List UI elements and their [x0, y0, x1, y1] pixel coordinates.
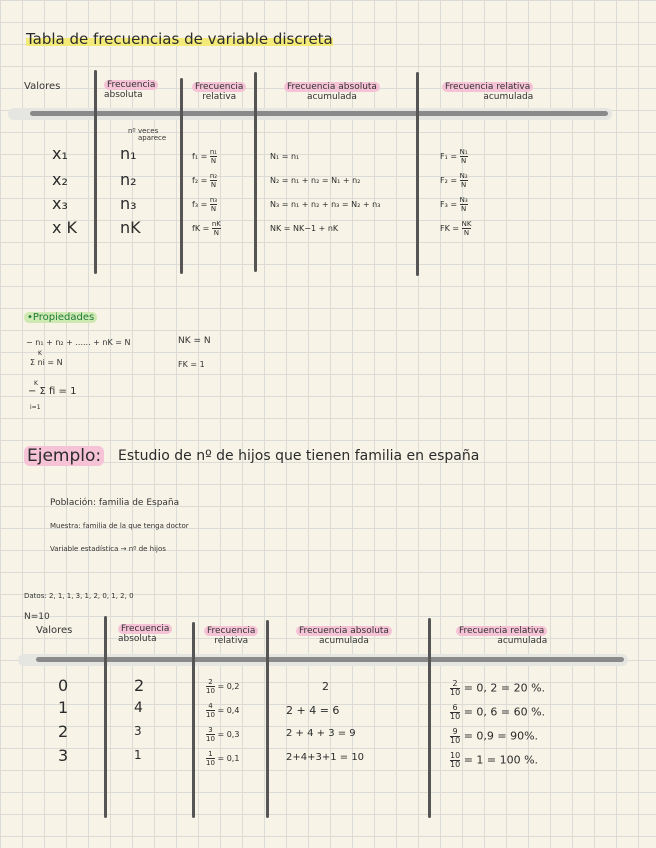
header-valores: Valores [24, 81, 61, 92]
header-frecuencia-relativa: Frecuencia relativa [192, 82, 246, 102]
header-frecuencia-relativa: Frecuencia relativa [204, 626, 258, 646]
t1-abs-acum: N₃ = n₁ + n₂ + n₃ = N₂ + n₃ [270, 200, 381, 209]
header-divider [30, 111, 608, 116]
t1-rel-acum: F₁ = $\frac{\text{N₁}}{N}$ [440, 148, 468, 165]
t1-rel: fK = $\frac{nK}{N}$ [192, 220, 221, 237]
propiedad-item: Σ ni = N [30, 358, 63, 367]
poblacion: Población: familia de España [50, 498, 180, 508]
t2-abs-acum: 2 [322, 680, 329, 693]
propiedad-item: − n₁ + n₂ + ...... + nK = N [26, 338, 131, 347]
t2-abs-acum: 2 + 4 + 3 = 9 [286, 728, 356, 739]
t2-rel: $\frac{1}{10}$ = 0,1 [206, 750, 240, 767]
t2-rel-acum: $\frac{10}{10}$ = 1 = 100 %. [450, 751, 539, 769]
propiedad-right: NK = N [178, 336, 211, 346]
t1-rel: f₁ = $\frac{\text{n₁}}{N}$ [192, 148, 218, 165]
t2-abs: 3 [134, 724, 142, 738]
header-frecuencia-absoluta: Frecuencia absoluta [118, 624, 172, 644]
t1-rel-acum: FK = $\frac{NK}{N}$ [440, 220, 472, 237]
t2-abs: 4 [134, 700, 143, 716]
ejemplo-label: Ejemplo: [24, 446, 104, 466]
column-line [254, 72, 257, 272]
header-frecuencia-absoluta: Frecuencia absoluta [104, 80, 158, 100]
t2-rel-acum: $\frac{6}{10}$ = 0, 6 = 60 %. [450, 703, 546, 721]
t2-valor: 0 [58, 676, 69, 695]
column-line [94, 70, 97, 274]
header-frecuencia-relativa-acumulada: Frecuencia relativa acumulada [456, 626, 547, 646]
propiedad-right: FK = 1 [178, 360, 205, 369]
t2-abs-acum: 2+4+3+1 = 10 [286, 752, 365, 763]
t1-abs: n₃ [120, 194, 137, 213]
header-valores: Valores [36, 625, 73, 636]
t2-valor: 2 [58, 722, 69, 741]
t1-rel: f₃ = $\frac{\text{n₃}}{N}$ [192, 196, 218, 213]
page-title: Tabla de frecuencias de variable discreta [26, 30, 333, 48]
header-divider [36, 657, 624, 662]
t1-rel: f₂ = $\frac{\text{n₂}}{N}$ [192, 172, 218, 189]
t2-abs: 2 [134, 676, 145, 695]
header-frecuencia-absoluta-acumulada: Frecuencia absoluta acumulada [284, 82, 380, 102]
column-line [266, 620, 269, 818]
t2-valor: 1 [58, 698, 69, 717]
t2-abs: 1 [134, 748, 142, 762]
sum-lower-limit: i=1 [30, 404, 41, 411]
column-line [428, 618, 431, 818]
t1-valor: x K [52, 218, 78, 237]
t2-rel: $\frac{3}{10}$ = 0,3 [206, 726, 240, 743]
column-line [416, 72, 419, 276]
t1-valor: x₃ [52, 194, 68, 213]
header-frecuencia-relativa-acumulada: Frecuencia relativa acumulada [442, 82, 533, 102]
n-total: N=10 [24, 612, 50, 622]
t2-rel-acum: $\frac{2}{10}$ = 0, 2 = 20 %. [450, 679, 546, 697]
t1-abs-acum: N₂ = n₁ + n₂ = N₁ + n₂ [270, 176, 361, 185]
t1-abs: n₁ [120, 144, 137, 163]
t1-abs-acum: NK = NK−1 + nK [270, 224, 339, 233]
t2-rel: $\frac{4}{10}$ = 0,4 [206, 702, 240, 719]
ejemplo-text: Estudio de nº de hijos que tienen familia en españa [118, 448, 480, 464]
column-line [180, 78, 183, 274]
propiedades-title: •Propiedades [24, 312, 97, 323]
t1-valor: x₁ [52, 144, 68, 163]
t1-abs: nK [120, 218, 141, 237]
variable-estadistica: Variable estadística → nº de hijos [50, 545, 166, 553]
t2-rel: $\frac{2}{10}$ = 0,2 [206, 678, 240, 695]
t2-abs-acum: 2 + 4 = 6 [286, 704, 340, 717]
t1-abs-acum: N₁ = n₁ [270, 152, 300, 161]
t1-rel-acum: F₃ = $\frac{\text{N₃}}{N}$ [440, 196, 468, 213]
header-frecuencia-absoluta-acumulada: Frecuencia absoluta acumulada [296, 626, 392, 646]
column-line [104, 616, 107, 818]
sum-upper-limit: K [38, 350, 42, 357]
t2-valor: 3 [58, 746, 69, 765]
t1-abs: n₂ [120, 170, 137, 189]
note-veces-aparece: nº veces aparece [128, 127, 167, 142]
t1-rel-acum: F₂ = $\frac{\text{N₂}}{N}$ [440, 172, 468, 189]
t2-rel-acum: $\frac{9}{10}$ = 0,9 = 90%. [450, 727, 539, 745]
column-line [192, 622, 195, 818]
datos: Datos: 2, 1, 1, 3, 1, 2, 0, 1, 2, 0 [24, 592, 134, 600]
sum-upper-limit: K [34, 380, 38, 387]
muestra: Muestra: familia de la que tenga doctor [50, 522, 189, 530]
t1-valor: x₂ [52, 170, 68, 189]
propiedad-item: − Σ fi = 1 [28, 386, 77, 397]
